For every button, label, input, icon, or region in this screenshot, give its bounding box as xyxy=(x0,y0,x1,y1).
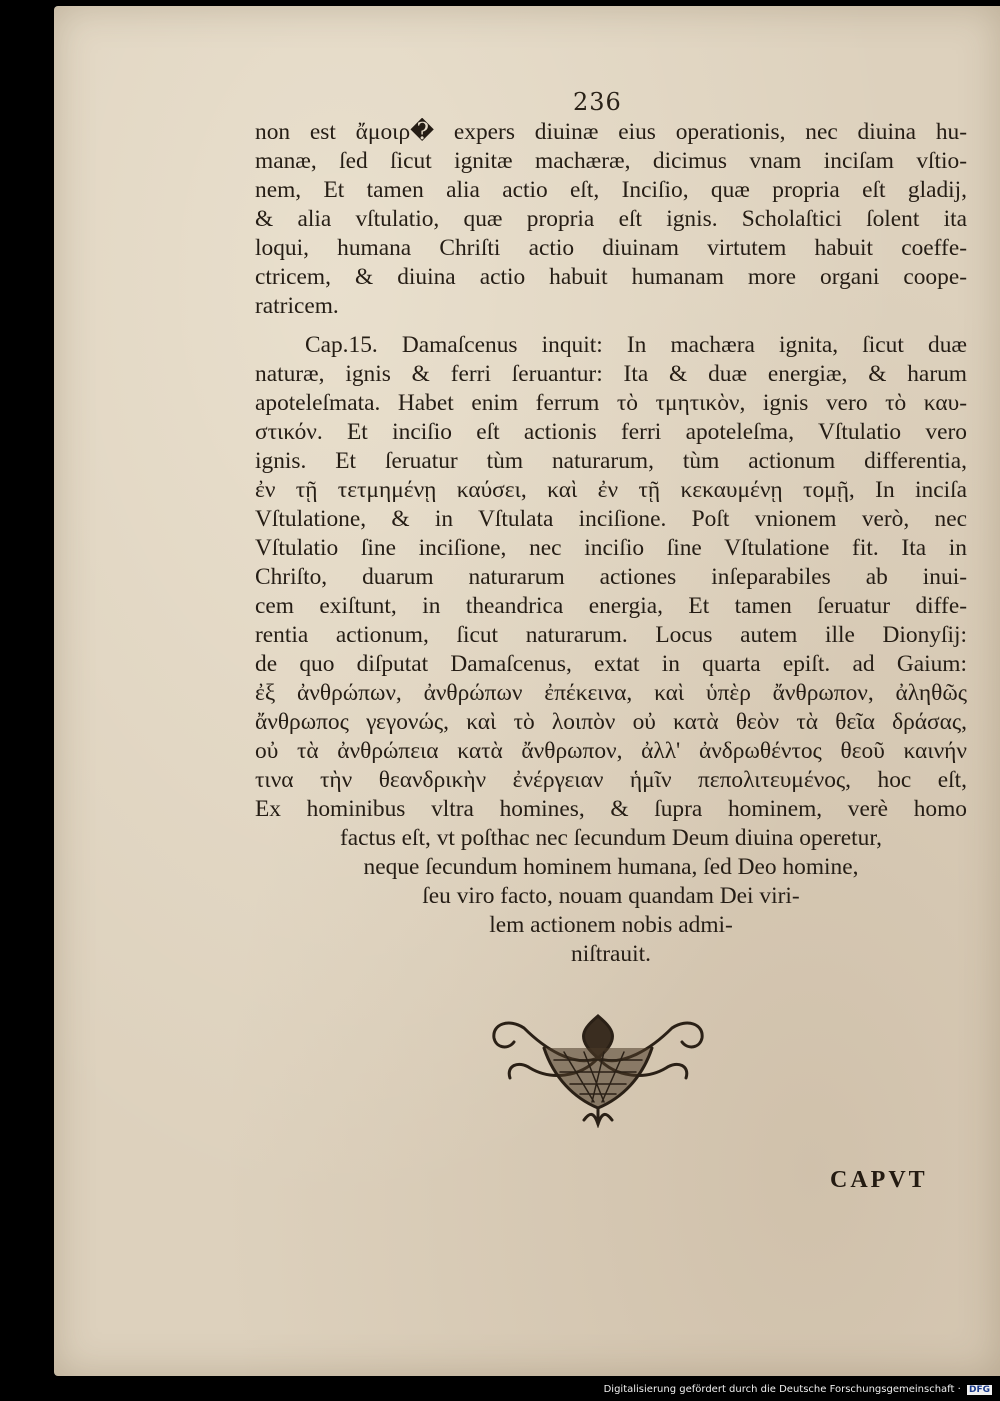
text-line: lem actionem nobis admi- xyxy=(489,912,733,938)
footer-text: Digitalisierung gefördert durch die Deutsche Forschungsgemeinschaft · xyxy=(603,1384,961,1395)
text-line: ἐν τῇ τετμημένῃ καύσει, καὶ ἐν τῇ κεκαυμένῃ τομῇ, In inciſa xyxy=(255,477,967,503)
text-line: de quo diſputat Damaſcenus, extat in quarta epiſt. ad Gaium: xyxy=(255,651,967,677)
text-line: manæ, ſed ſicut ignitæ machæræ, dicimus vnam inciſam vſtio- xyxy=(255,148,967,174)
text-line: nem, Et tamen alia actio eſt, Inciſio, quæ propria eſt gladij, xyxy=(255,177,967,203)
text-line: rentia actionum, ſicut naturarum. Locus autem ille Dionyſij: xyxy=(255,622,967,648)
body-text xyxy=(255,118,967,969)
catchword: CAPVT xyxy=(830,1167,928,1193)
text-line: naturæ, ignis & ferri ſeruantur: Ita & duæ energiæ, & harum xyxy=(255,361,967,387)
text-line: Chriſto, duarum naturarum actiones inſeparabiles ab inui- xyxy=(255,564,967,590)
text-line: neque ſecundum hominem humana, ſed Deo homine, xyxy=(363,854,859,880)
text-line: loqui, humana Chriſti actio diuinam virtutem habuit coeffe- xyxy=(255,235,967,261)
text-line: factus eſt, vt poſthac nec ſecundum Deum diuina operetur, xyxy=(339,825,883,851)
text-line: στικόν. Et inciſio eſt actionis ferri apoteleſma, Vſtulatio vero xyxy=(255,419,967,445)
text-line: οὐ τὰ ἀνθρώπεια κατὰ ἄνθρωπον, ἀλλ' ἀνδρωθέντος θεοῦ καινήν xyxy=(255,738,967,764)
text-line: non est ἄμοιρ� expers diuinæ eius operationis, nec diuina hu- xyxy=(255,119,967,145)
text-line: cem exiſtunt, in theandrica energia, Et tamen ſeruatur diffe- xyxy=(255,593,967,619)
text-line: niſtrauit. xyxy=(571,941,651,967)
text-line: Vſtulatione, & in Vſtulata inciſione. Poſt vnionem verò, nec xyxy=(255,506,967,532)
digitization-footer xyxy=(604,1384,992,1395)
paragraph-gap xyxy=(255,321,967,331)
text-line: apoteleſmata. Habet enim ferrum τὸ τμητικὸν, ignis vero τὸ καυ- xyxy=(255,390,967,416)
text-line: Ex hominibus vltra homines, & ſupra hominem, verè homo xyxy=(255,796,967,822)
page-number: 236 xyxy=(573,88,622,116)
text-line: Vſtulatio ſine inciſione, nec inciſio ſine Vſtulatione fit. Ita in xyxy=(255,535,967,561)
text-line: & alia vſtulatio, quæ propria eſt ignis. Scholaſtici ſolent ita xyxy=(255,206,967,232)
text-line: ctricem, & diuina actio habuit humanam more organi coope- xyxy=(255,264,967,290)
text-line: Cap.15. Damaſcenus inquit: In machæra ignita, ſicut duæ xyxy=(305,332,967,358)
text-line: ἄνθρωπος γεγονώς, καὶ τὸ λοιπὸν οὐ κατὰ θεὸν τὰ θεῖα δράσας, xyxy=(255,709,967,735)
text-line: ſeu viro facto, nouam quandam Dei viri- xyxy=(422,883,800,909)
text-line: ἐξ ἀνθρώπων, ἀνθρώπων ἐπέκεινα, καὶ ὑπὲρ ἄνθρωπον, ἀληθῶς xyxy=(255,680,967,706)
dfg-logo: DFG xyxy=(968,1385,990,1395)
text-line: ratricem. xyxy=(255,293,339,319)
text-line: ignis. Et ſeruatur tùm naturarum, tùm actionum differentia, xyxy=(255,448,967,474)
floral-ornament xyxy=(484,1008,712,1128)
text-line: τινα τὴν θεανδρικὴν ἐνέργειαν ἡμῖν πεπολιτευμένος, hoc eſt, xyxy=(255,767,967,793)
